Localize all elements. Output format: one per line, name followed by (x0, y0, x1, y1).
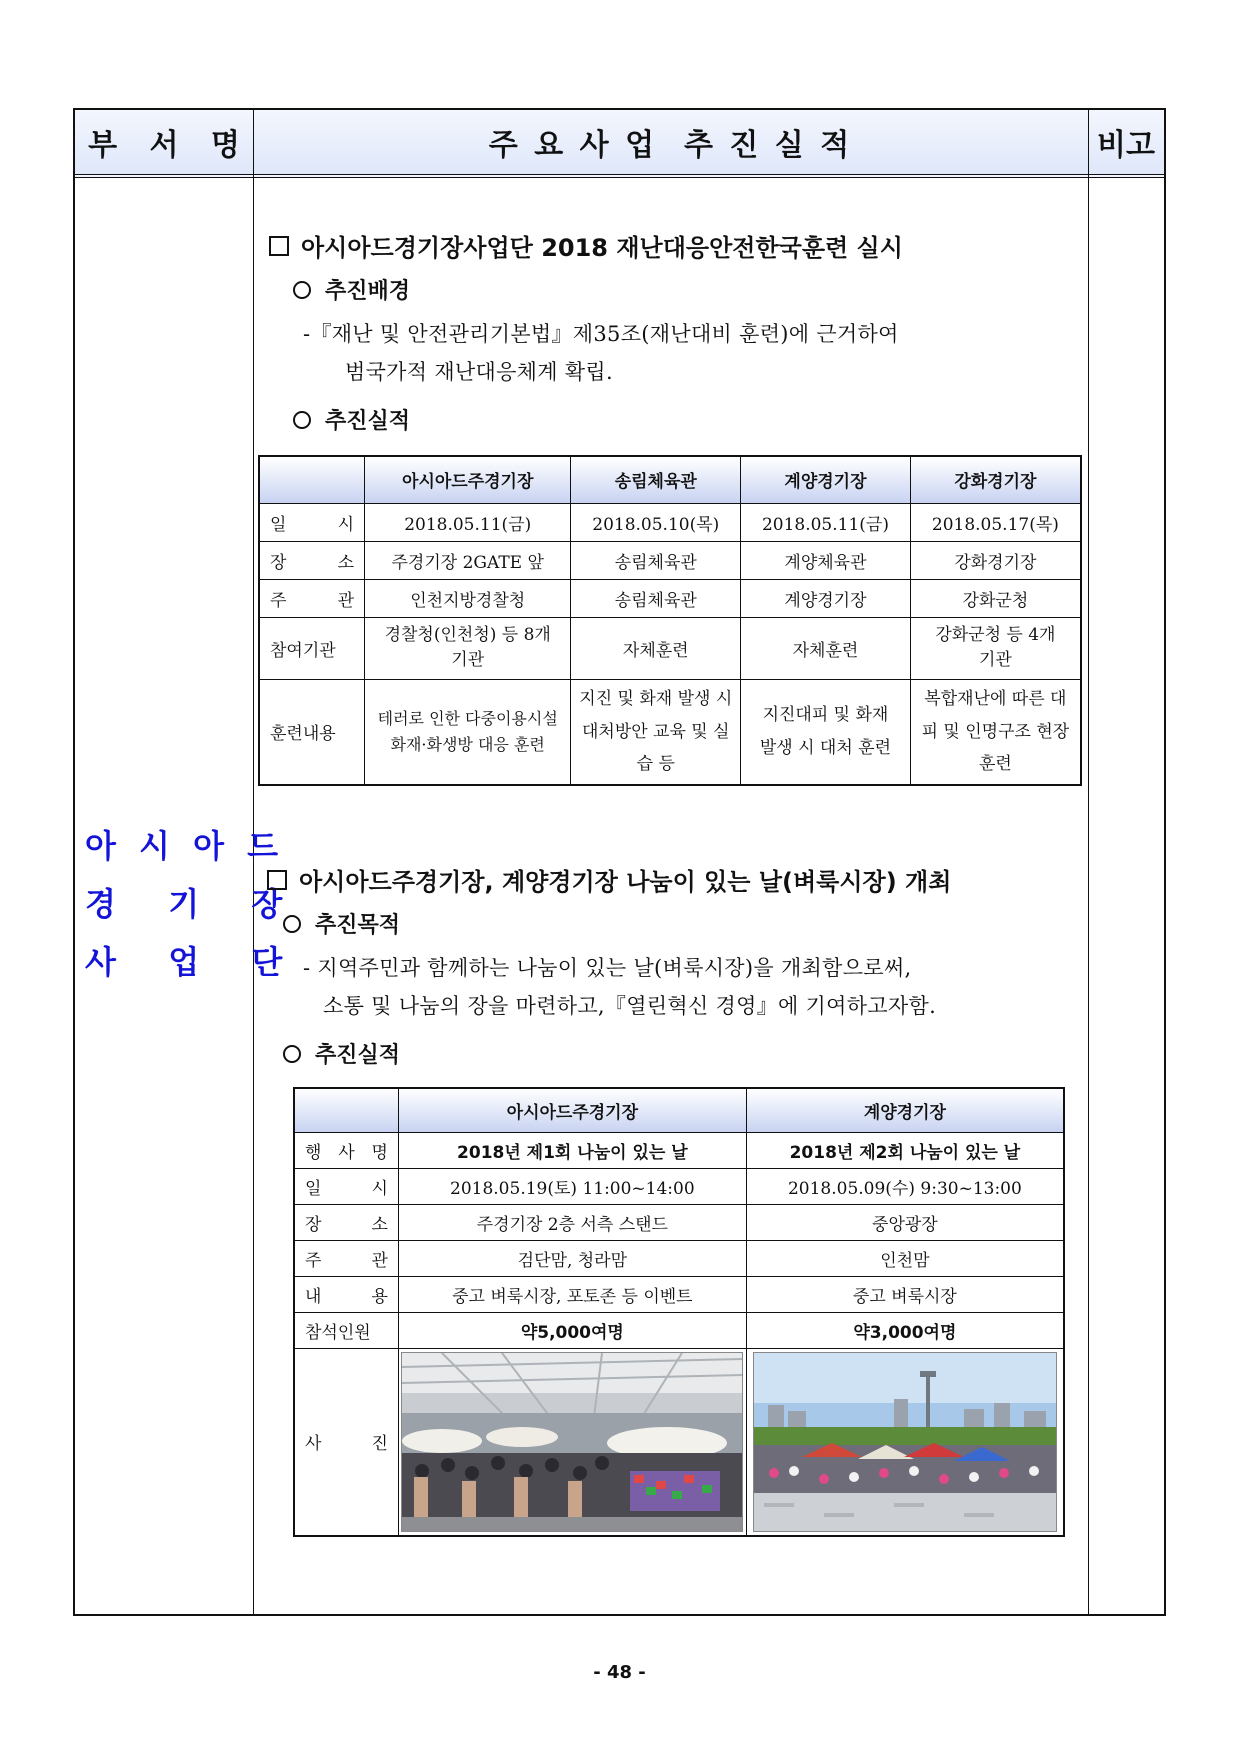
row-label: 주 관 (259, 579, 365, 617)
table-cell: 자체훈련 (741, 617, 911, 679)
page-number: - 48 - (593, 1662, 646, 1683)
flea-market-photo-indoor (401, 1352, 743, 1532)
heading-text: 추진실적 (315, 1043, 401, 1068)
table-cell: 인천맘 (746, 1240, 1064, 1276)
column-header: 송림체육관 (571, 456, 741, 503)
content-area (253, 174, 1088, 1614)
heading-text: 추진실적 (325, 409, 411, 434)
table-cell: 2018.05.11(금) (365, 503, 571, 541)
table-cell: 계양경기장 (741, 579, 911, 617)
table-row (259, 579, 1081, 617)
column-header: 아시아드주경기장 (398, 1088, 746, 1132)
table-row (259, 617, 1081, 679)
section2-results-table (293, 1087, 1065, 1537)
row-label: 장 소 (259, 541, 365, 579)
department-line (75, 815, 285, 873)
table-cell: 복합재난에 따른 대피 및 인명구조 현장 훈련 (910, 679, 1081, 785)
column-header: 강화경기장 (910, 456, 1081, 503)
table-cell: 지진 및 화재 발생 시 대처방안 교육 및 실습 등 (571, 679, 741, 785)
row-label: 행 사 명 (294, 1132, 398, 1168)
table-row (294, 1276, 1064, 1312)
table-header-row (259, 456, 1081, 503)
department-line (75, 873, 293, 931)
table-row (259, 503, 1081, 541)
section1-background-text: -『재난 및 안전관리기본법』제35조(재난대비 훈련)에 근거하여 (303, 322, 899, 346)
table-cell: 송림체육관 (571, 541, 741, 579)
table-row (294, 1168, 1064, 1204)
section2-purpose-text-cont: 소통 및 나눔의 장을 마련하고,『열린혁신 경영』에 기여하고자함. (323, 994, 937, 1018)
note-header-cell (1088, 110, 1164, 174)
table-cell: 2018.05.09(수) 9:30~13:00 (746, 1168, 1064, 1204)
table-cell: 2018.05.19(토) 11:00~14:00 (398, 1168, 746, 1204)
table-cell: 2018.05.11(금) (741, 503, 911, 541)
section2-results-heading (283, 1038, 400, 1069)
section1-results-table (258, 455, 1082, 786)
column-divider (1088, 110, 1089, 1614)
photo-image (402, 1353, 742, 1531)
section1-background-text-cont: 범국가적 재난대응체계 확립. (345, 360, 613, 384)
table-cell: 약3,000여명 (746, 1312, 1064, 1348)
department-line-text: 아 시 아 드 (85, 827, 285, 865)
table-cell: 강화경기장 (910, 541, 1081, 579)
main-header-label: 주 요 사 업 추 진 실 적 (488, 128, 853, 163)
flea-market-photo-outdoor (753, 1352, 1057, 1532)
table-cell: 지진대피 및 화재 발생 시 대처 훈련 (741, 679, 911, 785)
table-row (294, 1132, 1064, 1168)
table-row (294, 1348, 1064, 1536)
circle-bullet-icon (283, 1045, 301, 1063)
heading-text: 추진배경 (325, 279, 411, 304)
section2-purpose-heading (283, 908, 400, 939)
table-header-row (75, 110, 1164, 178)
section1-results-heading (293, 404, 410, 435)
table-cell: 계양체육관 (741, 541, 911, 579)
section1-title (269, 228, 903, 263)
heading-text: 추진목적 (315, 913, 401, 938)
table-cell: 자체훈련 (571, 617, 741, 679)
table-cell: 2018년 제2회 나눔이 있는 날 (746, 1132, 1064, 1168)
table-cell: 경찰청(인천청) 등 8개 기관 (365, 617, 571, 679)
row-label: 내 용 (294, 1276, 398, 1312)
table-cell: 테러로 인한 다중이용시설 화재·화생방 대응 훈련 (365, 679, 571, 785)
row-label: 장 소 (294, 1204, 398, 1240)
table-cell: 중고 벼룩시장 (746, 1276, 1064, 1312)
department-line-text: 경 기 장 (85, 885, 293, 923)
table-cell: 2018년 제1회 나눔이 있는 날 (398, 1132, 746, 1168)
department-line-text: 사 업 단 (85, 943, 293, 981)
dept-header-label: 부 서 명 (88, 128, 240, 163)
circle-bullet-icon (293, 281, 311, 299)
table-header-row (294, 1088, 1064, 1132)
table-cell: 송림체육관 (571, 579, 741, 617)
table-corner-cell (294, 1088, 398, 1132)
row-label: 일 시 (259, 503, 365, 541)
circle-bullet-icon (293, 411, 311, 429)
table-cell: 중앙광장 (746, 1204, 1064, 1240)
table-cell: 주경기장 2GATE 앞 (365, 541, 571, 579)
department-name (75, 815, 293, 989)
section2-title (267, 862, 951, 897)
row-label: 사 진 (294, 1348, 398, 1536)
column-header: 아시아드주경기장 (365, 456, 571, 503)
table-cell: 강화군청 등 4개 기관 (910, 617, 1081, 679)
photo-cell (746, 1348, 1064, 1536)
note-header-label: 비고 (1097, 128, 1155, 163)
document-frame (73, 108, 1166, 1616)
row-label: 훈련내용 (259, 679, 365, 785)
table-row (294, 1240, 1064, 1276)
table-cell: 중고 벼룩시장, 포토존 등 이벤트 (398, 1276, 746, 1312)
table-row (259, 541, 1081, 579)
section2-purpose-text: - 지역주민과 함께하는 나눔이 있는 날(벼룩시장)을 개최함으로써, (303, 956, 912, 980)
section1-title-text: 아시아드경기장사업단 2018 재난대응안전한국훈련 실시 (301, 234, 903, 262)
table-cell: 약5,000여명 (398, 1312, 746, 1348)
circle-bullet-icon (283, 915, 301, 933)
section2-title-text: 아시아드주경기장, 계양경기장 나눔이 있는 날(벼룩시장) 개최 (299, 868, 952, 896)
table-cell: 인천지방경찰청 (365, 579, 571, 617)
dept-header-cell (75, 110, 253, 174)
row-label: 일 시 (294, 1168, 398, 1204)
table-cell: 주경기장 2층 서측 스탠드 (398, 1204, 746, 1240)
row-label: 주 관 (294, 1240, 398, 1276)
checkbox-square-icon (267, 870, 287, 890)
table-cell: 2018.05.17(목) (910, 503, 1081, 541)
table-row (294, 1312, 1064, 1348)
checkbox-square-icon (269, 236, 289, 256)
column-header: 계양경기장 (741, 456, 911, 503)
column-header: 계양경기장 (746, 1088, 1064, 1132)
main-header-cell (253, 110, 1088, 174)
row-label: 참여기관 (259, 617, 365, 679)
table-row (259, 679, 1081, 785)
row-label: 참석인원 (294, 1312, 398, 1348)
table-cell: 검단맘, 청라맘 (398, 1240, 746, 1276)
section1-background-heading (293, 274, 410, 305)
table-corner-cell (259, 456, 365, 503)
photo-image (754, 1353, 1056, 1531)
table-cell: 강화군청 (910, 579, 1081, 617)
table-row (294, 1204, 1064, 1240)
table-cell: 2018.05.10(목) (571, 503, 741, 541)
photo-cell (398, 1348, 746, 1536)
department-line (75, 931, 293, 989)
